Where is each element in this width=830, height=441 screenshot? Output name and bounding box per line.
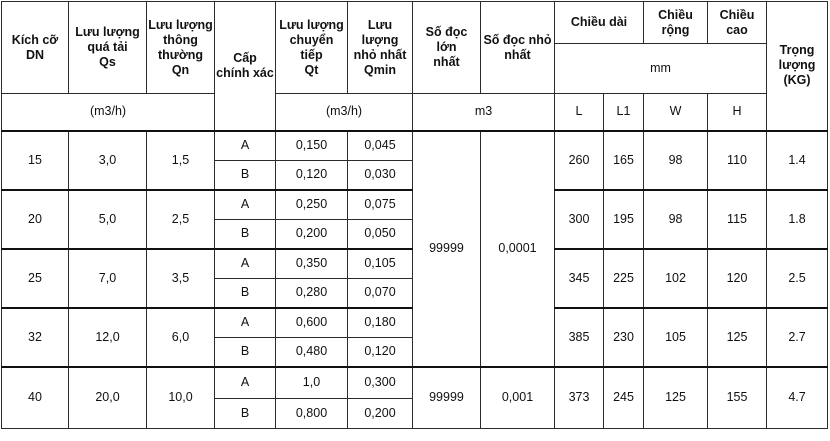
- header-qs: [69, 2, 147, 94]
- cell-weight: 2.5: [767, 249, 828, 308]
- cell-max-reading: 99999: [413, 131, 481, 367]
- header-line: lượng: [778, 58, 816, 73]
- cell-qs: 5,0: [69, 190, 147, 249]
- header-line: thường: [157, 47, 203, 62]
- header-line: (KG): [783, 73, 811, 88]
- header-line: Số đọc lớn: [425, 25, 468, 54]
- cell-l1: 245: [604, 367, 644, 429]
- header-line: nhỏ nhất: [353, 47, 407, 62]
- cell-w: 98: [644, 190, 708, 249]
- water-meter-spec-table: [1, 1, 828, 429]
- header-line: Lưu: [367, 17, 393, 32]
- cell-qt: 1,0: [276, 367, 348, 399]
- cell-qn: 2,5: [147, 190, 215, 249]
- cell-class: A: [215, 308, 276, 338]
- header-line: lượng: [361, 32, 399, 47]
- dim-label-l1: L1: [604, 94, 644, 131]
- header-line: Cấp: [233, 50, 257, 65]
- cell-w: 125: [644, 367, 708, 429]
- header-line: Qmin: [364, 62, 396, 77]
- cell-qs: 3,0: [69, 131, 147, 190]
- header-length: Chiều dài: [555, 2, 644, 44]
- header-line: Lưu lượng: [279, 17, 344, 32]
- cell-w: 98: [644, 131, 708, 190]
- header-line: Qs: [99, 55, 116, 69]
- unit-reading: m3: [413, 94, 555, 131]
- header-line: Qn: [171, 62, 190, 77]
- cell-dn: 15: [2, 131, 69, 190]
- cell-class: A: [215, 190, 276, 220]
- header-max-reading: [413, 2, 481, 94]
- header-line: Lưu lượng: [148, 17, 213, 32]
- cell-qs: 20,0: [69, 367, 147, 429]
- cell-l1: 230: [604, 308, 644, 367]
- header-line: Lưu lượng: [75, 25, 140, 39]
- header-line: chính xác: [216, 65, 274, 80]
- cell-l1: 225: [604, 249, 644, 308]
- header-line: chuyển tiếp: [289, 32, 334, 62]
- cell-max-reading: 99999: [413, 367, 481, 429]
- header-width: Chiều rộng: [644, 2, 708, 44]
- cell-qmin: 0,030: [348, 161, 413, 190]
- cell-h: 120: [708, 249, 767, 308]
- cell-qn: 1,5: [147, 131, 215, 190]
- cell-qmin: 0,120: [348, 338, 413, 367]
- cell-l: 385: [555, 308, 604, 367]
- dim-label-l: L: [555, 94, 604, 131]
- unit-mm: mm: [555, 44, 767, 94]
- cell-class: B: [215, 279, 276, 308]
- header-accuracy-class: [215, 2, 276, 131]
- cell-qt: 0,200: [276, 220, 348, 249]
- cell-l1: 165: [604, 131, 644, 190]
- cell-h: 115: [708, 190, 767, 249]
- unit-flow-secondary: (m3/h): [276, 94, 413, 131]
- cell-dn: 20: [2, 190, 69, 249]
- header-line: Qt: [304, 62, 319, 77]
- cell-l: 373: [555, 367, 604, 429]
- header-line: thông: [163, 32, 198, 47]
- cell-w: 105: [644, 308, 708, 367]
- cell-qt: 0,280: [276, 279, 348, 308]
- cell-w: 102: [644, 249, 708, 308]
- header-qt: [276, 2, 348, 94]
- cell-qt: 0,480: [276, 338, 348, 367]
- cell-h: 125: [708, 308, 767, 367]
- header-line: nhất: [433, 55, 460, 69]
- cell-class: A: [215, 131, 276, 161]
- cell-qt: 0,120: [276, 161, 348, 190]
- cell-qt: 0,600: [276, 308, 348, 338]
- header-line: nhất: [504, 47, 531, 62]
- dim-label-w: W: [644, 94, 708, 131]
- cell-l: 260: [555, 131, 604, 190]
- cell-l1: 195: [604, 190, 644, 249]
- header-dn: [2, 2, 69, 94]
- cell-qmin: 0,045: [348, 131, 413, 161]
- cell-class: B: [215, 220, 276, 249]
- cell-weight: 1.4: [767, 131, 828, 190]
- cell-qmin: 0,105: [348, 249, 413, 279]
- header-height: Chiều cao: [708, 2, 767, 44]
- cell-min-reading: 0,001: [481, 367, 555, 429]
- cell-class: B: [215, 399, 276, 429]
- cell-weight: 1.8: [767, 190, 828, 249]
- cell-l: 300: [555, 190, 604, 249]
- cell-qt: 0,250: [276, 190, 348, 220]
- cell-class: A: [215, 367, 276, 399]
- cell-qs: 7,0: [69, 249, 147, 308]
- cell-qmin: 0,180: [348, 308, 413, 338]
- cell-qt: 0,350: [276, 249, 348, 279]
- header-line: Kích cỡ: [11, 32, 59, 47]
- cell-h: 155: [708, 367, 767, 429]
- cell-qmin: 0,050: [348, 220, 413, 249]
- cell-weight: 2.7: [767, 308, 828, 367]
- header-weight: [767, 2, 828, 131]
- cell-qs: 12,0: [69, 308, 147, 367]
- cell-qmin: 0,070: [348, 279, 413, 308]
- table-row: [2, 367, 828, 399]
- cell-dn: 40: [2, 367, 69, 429]
- cell-qt: 0,800: [276, 399, 348, 429]
- header-line: DN: [25, 47, 45, 62]
- cell-qn: 6,0: [147, 308, 215, 367]
- cell-class: B: [215, 338, 276, 367]
- header-min-reading: [481, 2, 555, 94]
- header-line: quá tải: [87, 40, 128, 54]
- dim-label-h: H: [708, 94, 767, 131]
- cell-min-reading: 0,0001: [481, 131, 555, 367]
- cell-qmin: 0,075: [348, 190, 413, 220]
- unit-flow: (m3/h): [2, 94, 215, 131]
- cell-class: A: [215, 249, 276, 279]
- header-qn: [147, 2, 215, 94]
- cell-class: B: [215, 161, 276, 190]
- cell-weight: 4.7: [767, 367, 828, 429]
- cell-qt: 0,150: [276, 131, 348, 161]
- cell-h: 110: [708, 131, 767, 190]
- table-row: [2, 131, 828, 161]
- cell-qmin: 0,200: [348, 399, 413, 429]
- cell-dn: 25: [2, 249, 69, 308]
- cell-dn: 32: [2, 308, 69, 367]
- header-line: Trọng: [779, 43, 815, 58]
- cell-qmin: 0,300: [348, 367, 413, 399]
- header-line: Số đọc nhỏ: [483, 32, 552, 47]
- header-qmin: [348, 2, 413, 94]
- cell-qn: 3,5: [147, 249, 215, 308]
- cell-l: 345: [555, 249, 604, 308]
- cell-qn: 10,0: [147, 367, 215, 429]
